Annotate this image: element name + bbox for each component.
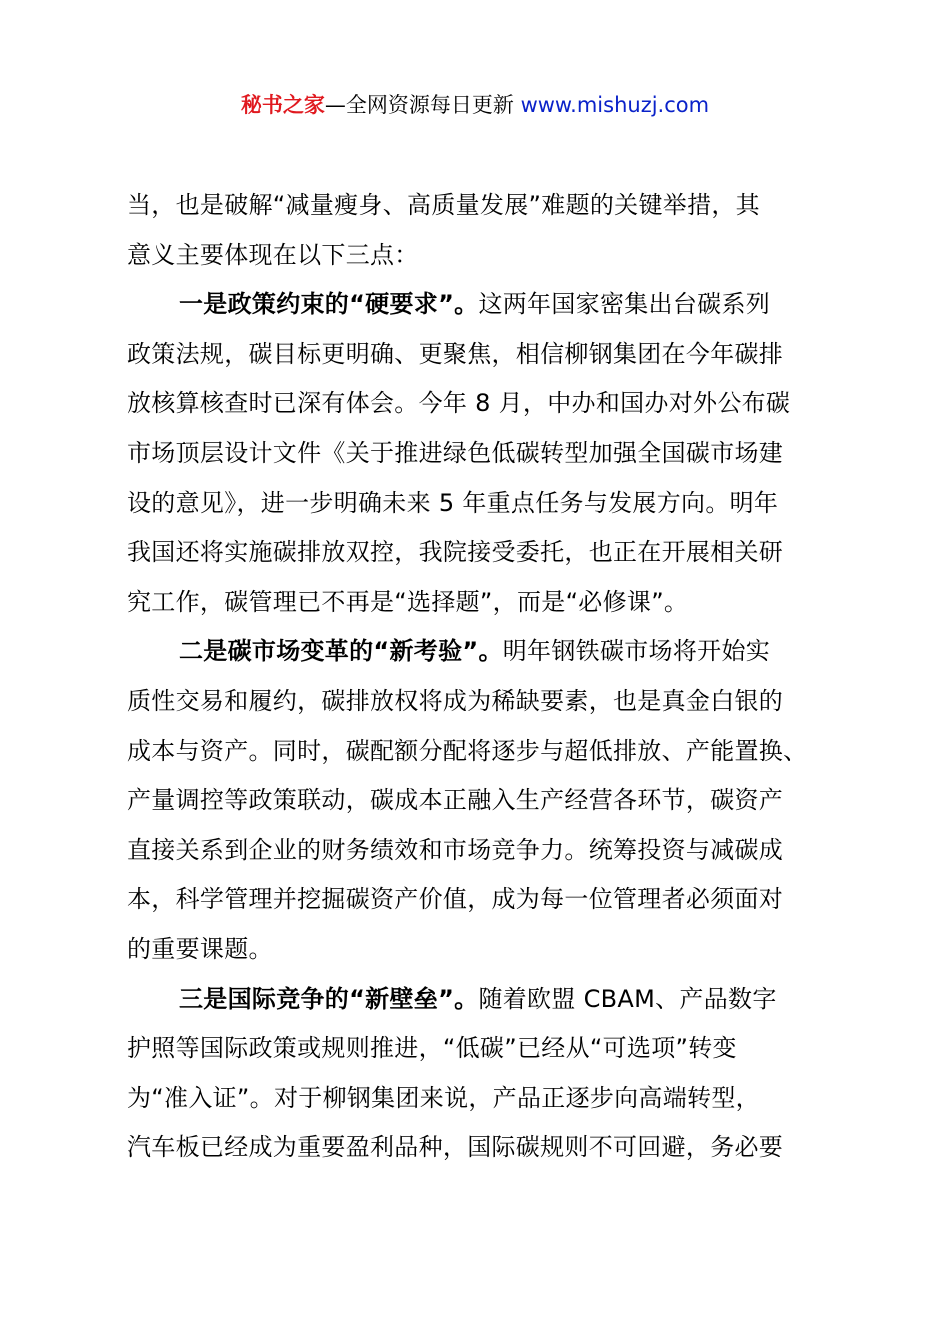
text-line: 市场顶层设计文件《关于推进绿色低碳转型加强全国碳市场建 — [127, 438, 784, 467]
text-line: 我国还将实施碳排放双控，我院接受委托，也正在开展相关研 — [127, 538, 784, 567]
brand-name: 秘书之家 — [240, 93, 325, 117]
text-line: 设的意见》，进一步明确未来 5 年重点任务与发展方向。明年 — [127, 488, 779, 517]
text-span: 这两年国家密集出台碳系列 — [478, 290, 771, 319]
paragraph-international — [127, 975, 839, 1173]
header-slogan: —全网资源每日更新 — [324, 93, 514, 117]
text-line: 为“准入证”。对于柳钢集团来说，产品正逐步向高端转型， — [127, 1083, 760, 1112]
paragraph-policy — [127, 280, 839, 627]
text-line — [127, 627, 839, 677]
paragraph-lead: 一是政策约束的“硬要求”。 — [179, 290, 479, 319]
text-line: 产量调控等政策联动，碳成本正融入生产经营各环节，碳资产 — [127, 786, 784, 815]
text-line: 意义主要体现在以下三点： — [127, 240, 419, 269]
text-line: 当，也是破解“减量瘦身、高质量发展”难题的关键举措，其 — [127, 191, 760, 219]
paragraph-lead: 三是国际竞争的“新壁垒”。 — [179, 984, 479, 1013]
text-span: 随着欧盟 CBAM、产品数字 — [478, 984, 777, 1013]
page-header — [0, 88, 950, 122]
text-line: 政策法规，碳目标更明确、更聚焦，相信柳钢集团在今年碳排 — [127, 339, 784, 368]
text-line: 质性交易和履约，碳排放权将成为稀缺要素，也是真金白银的 — [127, 686, 784, 715]
header-url[interactable]: www.mishuzj.com — [520, 93, 710, 117]
paragraph-lead: 二是碳市场变革的“新考验”。 — [179, 637, 503, 666]
text-line: 直接关系到企业的财务绩效和市场竞争力。统筹投资与减碳成 — [127, 835, 784, 864]
text-line: 汽车板已经成为重要盈利品种，国际碳规则不可回避，务必要 — [127, 1133, 784, 1162]
paragraph-intro — [127, 181, 839, 280]
text-span: 明年钢铁碳市场将开始实 — [502, 637, 771, 666]
text-line: 放核算核查时已深有体会。今年 8 月，中办和国办对外公布碳 — [127, 389, 791, 418]
text-line: 成本与资产。同时，碳配额分配将逐步与超低排放、产能置换、 — [127, 736, 808, 765]
text-line: 本，科学管理并挖掘碳资产价值，成为每一位管理者必须面对 — [127, 885, 784, 914]
document-body — [127, 181, 839, 1173]
text-line — [127, 975, 839, 1025]
text-line: 究工作，碳管理已不再是“选择题”，而是“必修课”。 — [127, 587, 689, 616]
text-line: 护照等国际政策或规则推进，“低碳”已经从“可选项”转变 — [127, 1034, 737, 1063]
paragraph-carbon-market — [127, 627, 839, 974]
text-line — [127, 280, 839, 330]
text-line: 的重要课题。 — [127, 934, 273, 963]
